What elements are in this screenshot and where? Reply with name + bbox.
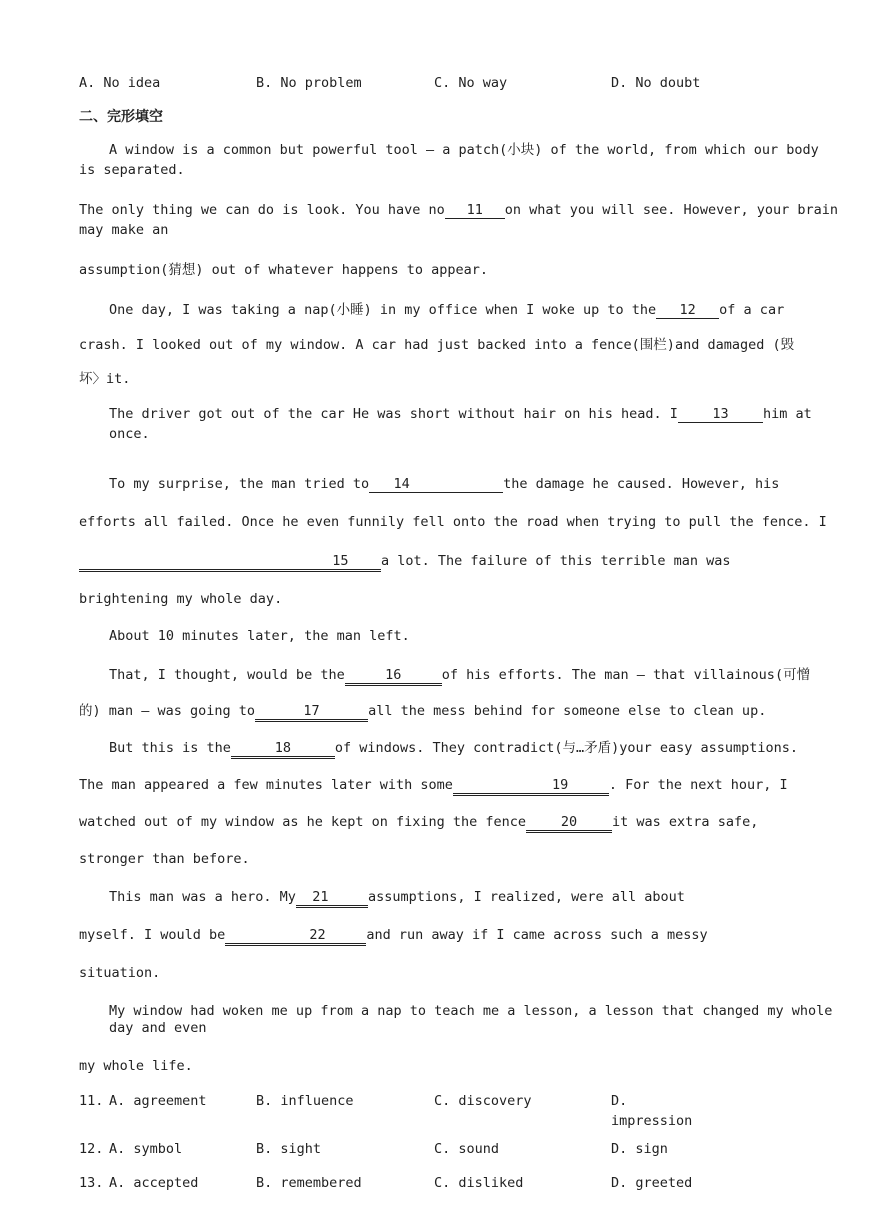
- blank-22: [225, 927, 366, 946]
- passage-line: is separated.: [79, 162, 185, 178]
- blank-number: 12: [679, 302, 696, 318]
- blank-number: 15: [332, 553, 349, 569]
- choice-d: D. greeted: [611, 1175, 693, 1191]
- passage-line: once.: [109, 426, 150, 442]
- choice-d: D.: [611, 1093, 628, 1109]
- passage-line: my whole life.: [79, 1058, 193, 1074]
- choice-b: B. influence: [256, 1093, 354, 1109]
- blank-number: 13: [712, 406, 729, 422]
- text: of windows. They contradict(与…矛盾)your easy assumptions.: [334, 740, 799, 756]
- text: all the mess behind for someone else to clean up.: [368, 703, 767, 719]
- blank-19: [453, 777, 609, 796]
- passage-line: [79, 775, 788, 796]
- blank-11: [445, 202, 505, 219]
- passage-line: My window had woken me up from a nap to teach me a lesson, a lesson that changed my whole: [109, 1003, 833, 1019]
- passage-line: [109, 474, 779, 494]
- blank-21: [296, 889, 368, 908]
- blank-number: 22: [309, 927, 326, 943]
- blank-14: [369, 476, 503, 493]
- text: assumptions, I realized, were all about: [367, 889, 685, 905]
- blank-17: [255, 703, 368, 722]
- choice-a: A. accepted: [109, 1175, 199, 1191]
- passage-line: [79, 812, 758, 833]
- text: on what you will see. However, your brain: [504, 202, 838, 218]
- passage-line: [79, 200, 838, 220]
- choice-c: C. discovery: [434, 1093, 532, 1109]
- text: The driver got out of the car He was short without hair on his head. I: [109, 406, 678, 422]
- text: of his efforts. The man — that villainous(可憎: [441, 667, 811, 683]
- text: the damage he caused. However, his: [503, 476, 780, 492]
- text: it was extra safe,: [612, 814, 759, 830]
- text: But this is the: [109, 740, 231, 756]
- question-number: 12.: [79, 1141, 104, 1157]
- blank-number: 19: [551, 777, 569, 793]
- passage-line: [79, 925, 708, 946]
- text: To my surprise, the man tried to: [109, 476, 370, 492]
- passage-line: [109, 738, 798, 759]
- option-d: D. No doubt: [611, 75, 701, 91]
- blank-16: [345, 667, 442, 686]
- blank-number: 18: [274, 740, 292, 756]
- blank-12: [656, 302, 719, 319]
- blank-15: [79, 553, 381, 572]
- choice-a: A. symbol: [109, 1141, 183, 1157]
- passage-line: crash. I looked out of my window. A car had just backed into a fence(围栏)and damaged (毁: [79, 337, 795, 353]
- choice-c: C. sound: [434, 1141, 500, 1157]
- choice-d-text: impression: [611, 1113, 693, 1129]
- passage-line: efforts all failed. Once he even funnily fell onto the road when trying to pull the fence. I: [79, 514, 827, 530]
- blank-number: 11: [466, 202, 483, 218]
- text: . For the next hour, I: [608, 777, 788, 793]
- passage-line: A window is a common but powerful tool — a patch(小块) of the world, from which our body: [109, 142, 819, 158]
- text: watched out of my window as he kept on fixing the fence: [79, 814, 527, 830]
- choice-b: B. sight: [256, 1141, 322, 1157]
- passage-line: [109, 404, 812, 424]
- text: One day, I was taking a nap(小睡) in my office when I woke up to the: [109, 302, 657, 318]
- text: a lot. The failure of this terrible man was: [381, 553, 731, 569]
- passage-line: About 10 minutes later, the man left.: [109, 628, 410, 644]
- blank-20: [526, 814, 612, 833]
- choice-b: B. remembered: [256, 1175, 362, 1191]
- passage-line: [109, 887, 685, 908]
- passage-line: [109, 665, 810, 686]
- passage-line: [79, 701, 766, 722]
- option-c: C. No way: [434, 75, 508, 91]
- passage-line: situation.: [79, 965, 161, 981]
- passage-line: assumption(猜想) out of whatever happens to appear.: [79, 262, 489, 278]
- passage-line: [79, 551, 731, 572]
- passage-line: stronger than before.: [79, 851, 250, 867]
- text: of a car: [719, 302, 785, 318]
- question-number: 11.: [79, 1093, 104, 1109]
- question-number: 13.: [79, 1175, 104, 1191]
- blank-13: [678, 406, 763, 423]
- blank-number: 20: [560, 814, 578, 830]
- blank-number: 17: [303, 703, 320, 719]
- text: The only thing we can do is look. You have no: [79, 202, 445, 218]
- blank-18: [231, 740, 335, 759]
- section-title: 二、完形填空: [79, 109, 163, 125]
- text: him at: [762, 406, 812, 422]
- choice-d: D. sign: [611, 1141, 668, 1157]
- passage-line: 坏〉it.: [79, 371, 131, 387]
- blank-number: 21: [312, 889, 329, 905]
- text: 的) man — was going to: [79, 703, 256, 719]
- text: That, I thought, would be the: [109, 667, 345, 683]
- blank-number: 16: [385, 667, 402, 683]
- text: myself. I would be: [79, 927, 226, 943]
- choice-a: A. agreement: [109, 1093, 207, 1109]
- passage-line: day and even: [109, 1020, 207, 1036]
- option-a: A. No idea: [79, 75, 161, 91]
- blank-number: 14: [393, 476, 410, 492]
- passage-line: brightening my whole day.: [79, 591, 283, 607]
- passage-line: may make an: [79, 222, 169, 238]
- text: This man was a hero. My: [109, 889, 296, 905]
- text: The man appeared a few minutes later with some: [79, 777, 453, 793]
- choice-c: C. disliked: [434, 1175, 524, 1191]
- option-b: B. No problem: [256, 75, 362, 91]
- text: and run away if I came across such a messy: [366, 927, 708, 943]
- passage-line: [109, 300, 784, 320]
